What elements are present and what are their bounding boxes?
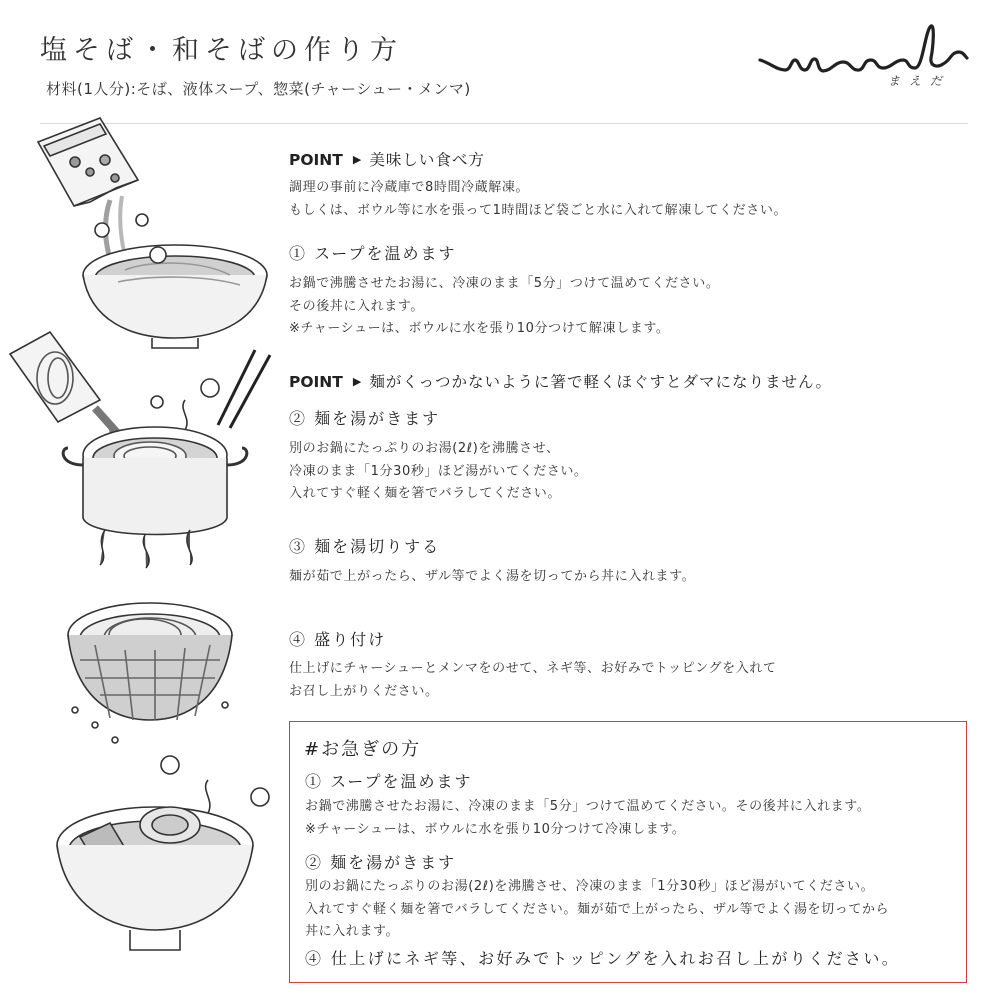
triangle-right-icon: ▶ xyxy=(352,375,362,388)
step-1-heading: ① スープを温めます xyxy=(289,244,457,263)
step-1-body xyxy=(289,273,719,341)
step-2-heading: ② 麺を湯がきます xyxy=(289,409,441,428)
point-1-line xyxy=(289,148,485,170)
colander-illustration xyxy=(55,590,245,750)
text-line: ※チャーシューは、ボウルに水を張り10分つけて冷凍します。 xyxy=(305,821,686,837)
step-4-heading: ④ 盛り付け xyxy=(289,630,387,649)
quick-final-step: ④ 仕上げにネギ等、お好みでトッピングを入れお召し上がりください。 xyxy=(305,949,901,968)
step-3-body xyxy=(289,566,695,589)
page-title: 塩そば・和そばの作り方 xyxy=(40,35,403,66)
text-line: 丼に入れます。 xyxy=(305,924,400,939)
soup-bowl-illustration xyxy=(30,110,280,350)
point-1-text: 美味しい食べ方 xyxy=(369,151,485,169)
point-1-body xyxy=(289,177,787,222)
text-line: 調理の事前に冷蔵庫で8時間冷蔵解凍。 xyxy=(289,180,530,195)
step-3-heading: ③ 麺を湯切りする xyxy=(289,537,441,556)
point-2-text: 麺がくっつかないように箸で軽くほぐすとダマになりません。 xyxy=(369,373,832,391)
text-line: 別のお鍋にたっぷりのお湯(2ℓ)を沸騰させ、 xyxy=(289,441,560,456)
point-2-line xyxy=(289,370,832,392)
text-line: 入れてすぐ軽く麺を箸でバラしてください。麺が茹で上がったら、ザル等でよく湯を切ってから xyxy=(305,901,890,917)
text-line: 冷凍のまま「1分30秒」ほど湯がいてください。 xyxy=(289,463,588,479)
text-line: その後丼に入れます。 xyxy=(289,298,424,314)
step-4-body xyxy=(289,658,777,703)
quick-step-1-heading: ① スープを温めます xyxy=(305,772,473,791)
quick-step-1-body xyxy=(305,796,870,841)
quick-method-title: #お急ぎの方 xyxy=(304,739,422,760)
text-line: お鍋で沸騰させたお湯に、冷凍のまま「5分」つけて温めてください。 xyxy=(289,276,720,291)
brand-kana: まえだ xyxy=(888,74,952,88)
triangle-right-icon: ▶ xyxy=(352,153,362,166)
finished-ramen-illustration xyxy=(50,745,270,960)
quick-step-2-heading: ② 麺を湯がきます xyxy=(305,853,457,872)
text-line: 仕上げにチャーシューとメンマをのせて、ネギ等、お好みでトッピングを入れて xyxy=(289,661,777,676)
step-2-body xyxy=(289,438,588,506)
boiling-pot-illustration xyxy=(0,330,285,570)
text-line: もしくは、ボウル等に水を張って1時間ほど袋ごと水に入れて解凍してください。 xyxy=(289,202,788,218)
text-line: お鍋で沸騰させたお湯に、冷凍のまま「5分」つけて温めてください。その後丼に入れます。 xyxy=(305,799,871,814)
point-label: POINT xyxy=(289,151,343,169)
text-line: お召し上がりください。 xyxy=(289,683,439,699)
text-line: ※チャーシューは、ボウルに水を張り10分つけて解凍します。 xyxy=(289,321,670,336)
point-label: POINT xyxy=(289,373,343,391)
quick-step-2-body xyxy=(305,876,889,944)
text-line: 別のお鍋にたっぷりのお湯(2ℓ)を沸騰させ、冷凍のまま「1分30秒」ほど湯がいてください。 xyxy=(305,879,875,894)
text-line: 麺が茹で上がったら、ザル等でよく湯を切ってから丼に入れます。 xyxy=(289,569,696,584)
text-line: 入れてすぐ軽く麺を箸でバラしてください。 xyxy=(289,486,562,501)
ingredients-subtitle: 材料(1人分):そば、液体スープ、惣菜(チャーシュー・メンマ) xyxy=(46,80,471,98)
